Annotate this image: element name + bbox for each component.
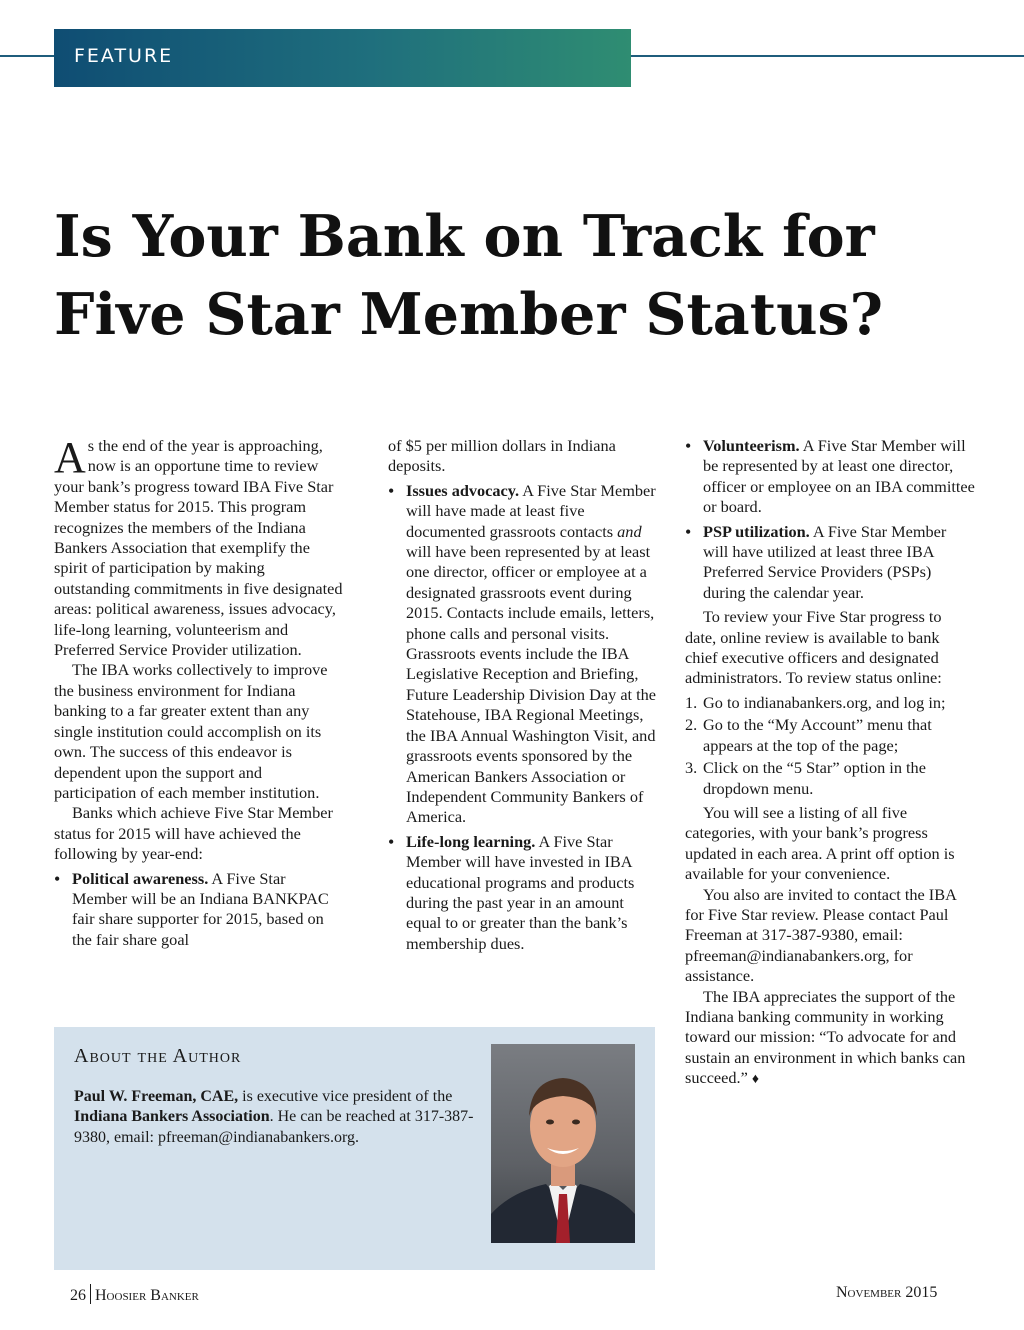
step-number: 2. — [685, 715, 698, 735]
author-photo — [491, 1044, 635, 1243]
header-rule-left — [0, 55, 54, 57]
criterion-head: PSP utilization. — [703, 521, 810, 541]
step-text: Go to the “My Account” menu that appears at the top of the page; — [703, 715, 932, 755]
section-banner — [54, 29, 631, 87]
drop-cap: A — [54, 433, 86, 482]
paragraph-intro — [54, 433, 344, 660]
issue-date: November 2015 — [836, 1284, 938, 1301]
column-3 — [685, 436, 975, 1091]
paragraph-3: Banks which achieve Five Star Member status for 2015 will have achieved the following by year-end: — [54, 803, 333, 864]
step-item — [685, 715, 975, 756]
footer-right — [836, 1284, 937, 1302]
criterion-learning — [388, 832, 660, 954]
criterion-text: A Five Star Member will have invested in IBA educational programs and products during the past year in an amount equal to or greater than the bank’s membership dues. — [406, 831, 635, 953]
paragraph-contact: You also are invited to contact the IBA for Five Star review. Please contact Paul Freeman at 317-387-9380, email: pfreeman@indianabankers.org, for assistance. — [685, 884, 956, 986]
criterion-volunteerism — [685, 436, 975, 518]
about-author-box — [54, 1027, 655, 1270]
criteria-list-3 — [685, 436, 975, 603]
column-2 — [388, 436, 660, 958]
criterion-head: Political awareness. — [72, 868, 209, 888]
author-bio-text: . He can be reached at 317-387-9380, email: pfreeman@indianabankers.org. — [74, 1108, 474, 1146]
column-1 — [54, 433, 344, 954]
step-text: Click on the “5 Star” option in the dropdown menu. — [703, 758, 926, 798]
criterion-text: will have been represented by at least one director, officer or employee at a designated grassroots event during 2015. Contacts include emails, letters, phone calls and personal visits. Grassroots events include the IBA Legislative Reception and Briefing, Future Leadership Division Day at the Statehouse, IBA Regional Meetings, the IBA Annual Washington Visit, and grassroots events sponsored by the American Bankers Association or Independent Community Bankers of America. — [406, 542, 657, 827]
paragraph-2: The IBA works collectively to improve the business environment for Indiana banking to a far greater extent than any single institution could accomplish on its own. The success of this endeavor is dependent upon the support and participation of each member institution. — [54, 660, 328, 802]
criterion-text: A Five Star Member will be represented by at least one director, officer or employee on an IBA committee or board. — [703, 436, 975, 517]
title-line-1: Is Your Bank on Track for — [54, 203, 875, 270]
criterion-text: A Five Star Member will have utilized at least three IBA Preferred Service Providers (PSPs) during the calendar year. — [703, 521, 947, 602]
article-title — [54, 198, 954, 354]
paragraph-review: To review your Five Star progress to date, online review is available to bank chief executive officers and designated administrators. To review status online: — [685, 607, 942, 688]
end-mark-icon: ♦ — [751, 1072, 760, 1088]
paragraph-closing — [685, 987, 975, 1091]
section-label: FEATURE — [74, 45, 174, 67]
criterion-head: Life-long learning. — [406, 831, 536, 851]
criterion-text: A Five Star Member will have made at least five documented grassroots contacts — [406, 480, 656, 541]
author-bio-text: is executive vice president of the — [238, 1088, 453, 1105]
criteria-list-1 — [54, 869, 344, 951]
footer-left — [70, 1284, 199, 1305]
author-org: Indiana Bankers Association — [74, 1108, 270, 1126]
closing-text: The IBA appreciates the support of the Indiana banking community in working toward our mission: “To advocate for and sustain an environment in which banks can succeed.” — [685, 986, 966, 1088]
step-item — [685, 693, 975, 713]
step-text: Go to indianabankers.org, and log in; — [703, 692, 946, 712]
publication-name: Hoosier Banker — [95, 1287, 199, 1304]
criterion-political — [54, 869, 344, 951]
author-portrait-icon — [491, 1044, 635, 1243]
criterion-head: Volunteerism. — [703, 436, 800, 455]
author-bio — [74, 1087, 484, 1148]
review-steps — [685, 693, 975, 799]
step-item — [685, 758, 975, 799]
paragraph-listing: You will see a listing of all five categories, with your bank’s progress updated in each area. A print off option is available for your convenience. — [685, 802, 955, 884]
title-line-2: Five Star Member Status? — [54, 281, 884, 348]
about-author-heading: About the Author — [74, 1045, 242, 1067]
paragraph-continued: of $5 per million dollars in Indiana deposits. — [388, 436, 616, 476]
criterion-text: A Five Star Member will be an Indiana BANKPAC fair share supporter for 2015, based on the fair share goal — [72, 868, 329, 949]
footer-divider — [90, 1284, 91, 1304]
author-name: Paul W. Freeman, CAE, — [74, 1088, 239, 1105]
criterion-psp — [685, 522, 975, 604]
criteria-list-2 — [388, 481, 660, 954]
page-number: 26 — [70, 1287, 86, 1304]
criterion-emphasis: and — [617, 521, 642, 541]
step-number: 1. — [685, 692, 698, 712]
step-number: 3. — [685, 758, 698, 778]
criterion-issues — [388, 481, 660, 828]
intro-text: s the end of the year is approaching, now is an opportune time to review your bank’s progress toward IBA Five Star Member status for 2015. This program recognizes the members of the Indiana Bankers Association that exemplify the spirit of participation by making outstanding commitments in five designated areas: political awareness, issues advocacy, life-long learning, volunteerism and Preferred Service Provider utilization. — [54, 436, 343, 660]
criterion-head: Issues advocacy. — [406, 480, 520, 500]
header-rule-right — [630, 55, 1024, 57]
